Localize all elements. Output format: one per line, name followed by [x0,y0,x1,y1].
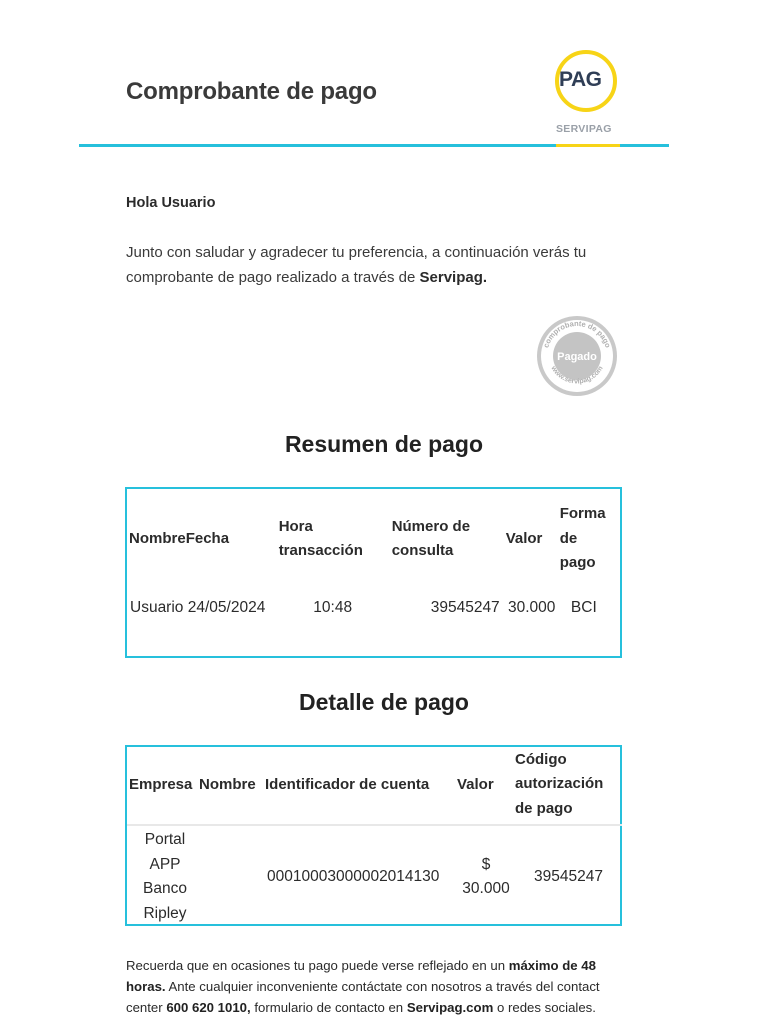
summary-header-row [127,489,622,589]
header-divider-accent [556,144,620,147]
stamp-bottom-text: www.servipag.com [549,365,605,386]
col-valor: Valor [505,529,543,547]
col-forma: Forma de pago [559,505,606,572]
detail-cell-identificador: 00010003000002014130 [267,867,440,885]
col-hora: Hora transacción [278,517,363,559]
col-codigo: Código autorización de pago [515,750,604,817]
paid-stamp-icon [535,314,619,398]
logo-subtext: SERVIPAG [556,123,612,135]
intro-text: Junto con saludar y agradecer tu preferencia, a continuación verás tu comprobante de pago realizado a través de [126,244,587,286]
stamp-top-text: comprobante de pago [541,318,613,349]
detail-title: Detalle de pago [299,689,469,715]
logo-text: PAG [559,68,602,91]
summary-cell-hora: 10:48 [313,599,353,616]
detail-header-row [127,747,622,825]
greeting: Hola Usuario [126,195,216,211]
detail-cell-codigo: 39545247 [534,867,603,885]
summary-cell-valor: 30.000 [507,599,556,616]
intro-brand: Servipag. [419,269,488,286]
intro-paragraph [126,240,616,290]
paid-stamp [535,314,619,398]
col-identificador: Identificador de cuenta [265,776,430,794]
col-nombre: Nombre [129,529,186,547]
col-fecha: Fecha [185,529,230,547]
col-empresa: Empresa [129,776,193,794]
servipag-logo [553,48,623,146]
summary-table-box [125,487,622,658]
summary-cell-forma: BCI [570,599,597,616]
summary-cell-numero: 39545247 [430,599,500,616]
detail-cell-valor: $ 30.000 [462,855,510,897]
detail-table [127,747,622,926]
page-title: Comprobante de pago [126,78,377,105]
footer-note: Recuerda que en ocasiones tu pago puede verse reflejado en un máximo de 48 horas. Ante cualquier inconveniente contáctate con nosotros a través del contact center 600 620 1010, formulario de contacto en Servipag.com o redes sociales. [126,958,600,1015]
col-valor: Valor [457,776,494,794]
detail-row [127,828,622,926]
col-numero: Número de consulta [391,517,471,559]
detail-table-box [125,745,622,926]
summary-cell-nombre-fecha: Usuario 24/05/2024 [130,599,266,616]
detail-cell-nombre: Portal APP Banco Ripley [143,831,187,922]
summary-row [127,589,622,657]
summary-table [127,489,622,657]
stamp-center-text: Pagado [557,351,597,363]
summary-title: Resumen de pago [284,431,484,457]
col-nombre: Nombre [199,776,256,794]
